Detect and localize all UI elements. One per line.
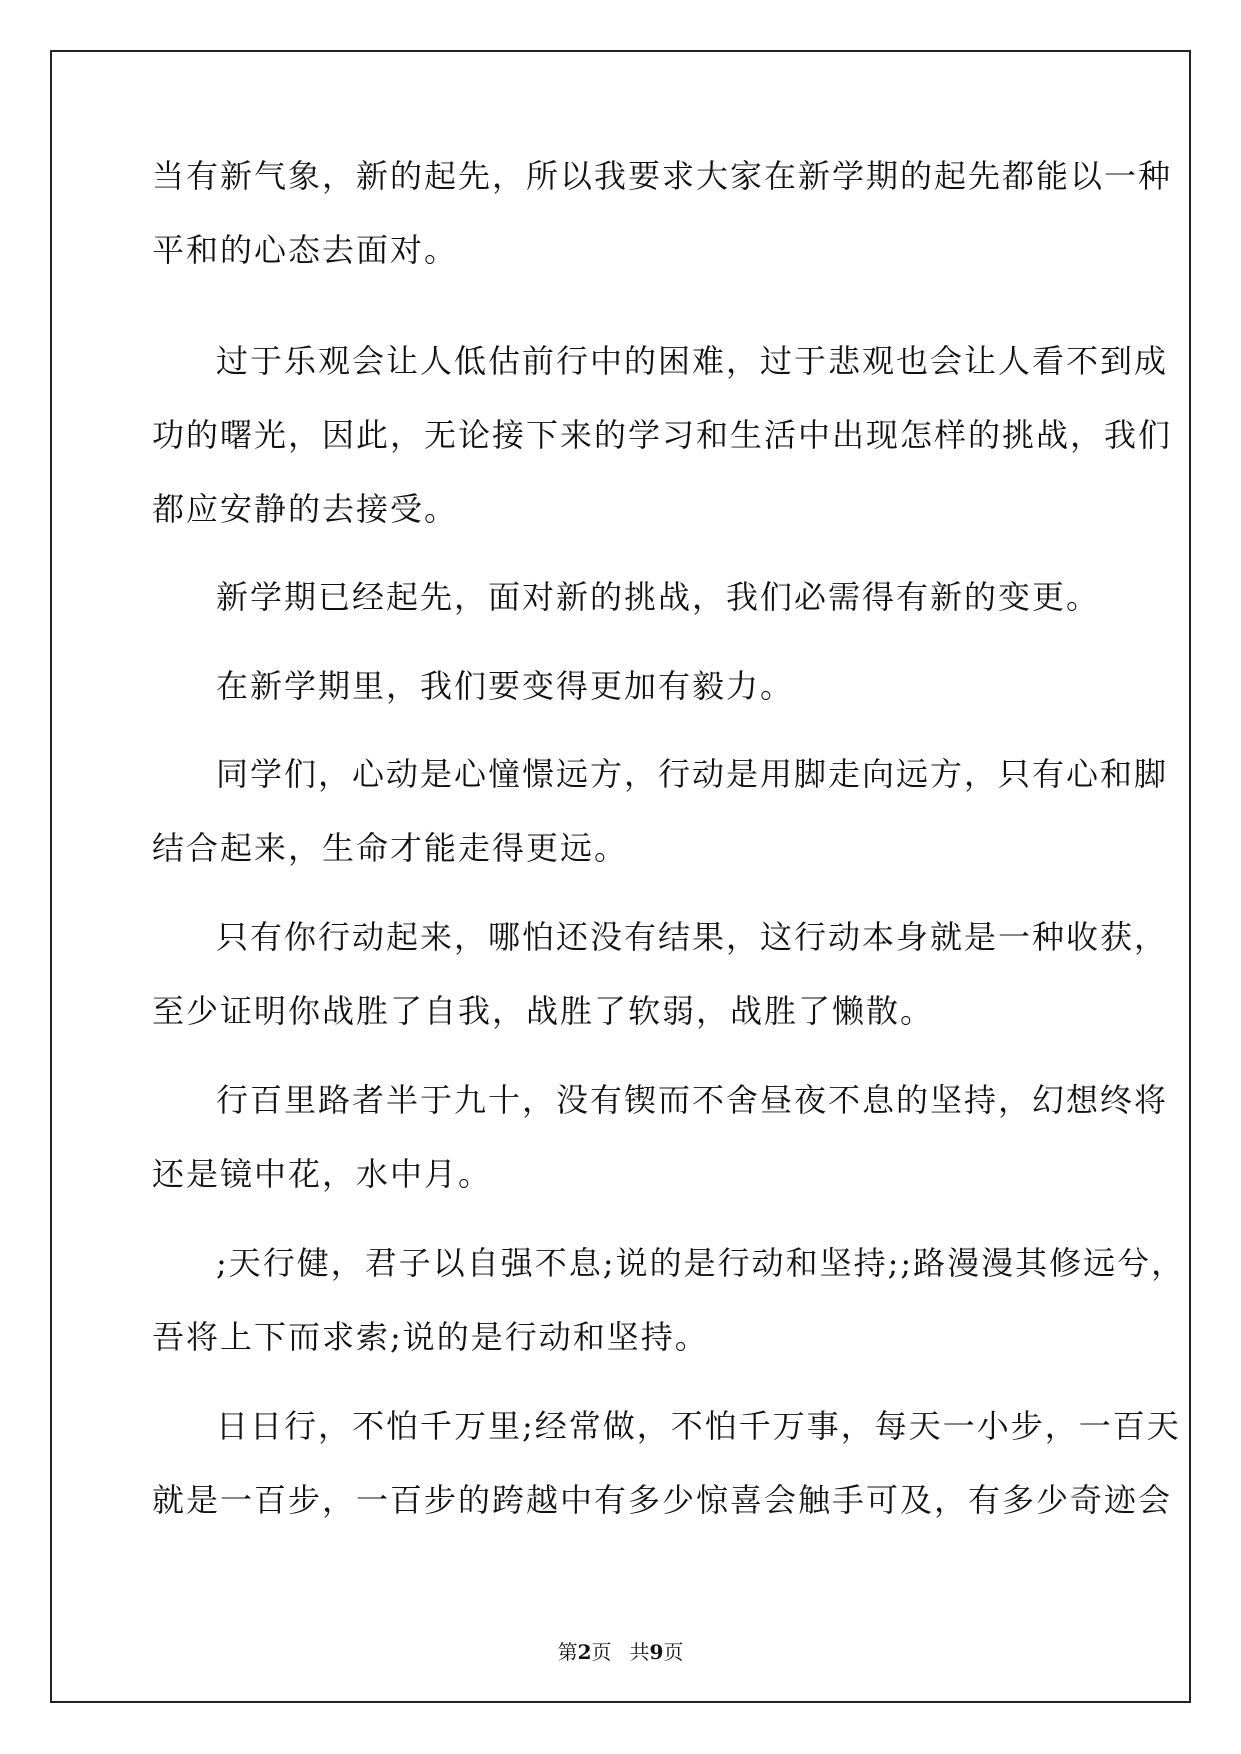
paragraph-line: 日日行，不怕千万里;经常做，不怕千万事，每天一小步，一百天 xyxy=(216,1407,1181,1445)
text-line: 就是一百步，一百步的跨越中有多少惊喜会触手可及，有多少奇迹会 xyxy=(152,1481,1173,1519)
paragraph-line: 行百里路者半于九十，没有锲而不舍昼夜不息的坚持，幻想终将 xyxy=(216,1081,1169,1119)
paragraph-line: 新学期已经起先，面对新的挑战，我们必需得有新的变更。 xyxy=(216,578,1101,616)
text-line: 当有新气象，新的起先，所以我要求大家在新学期的起先都能以一种 xyxy=(152,157,1173,195)
text-line: 还是镜中花，水中月。 xyxy=(152,1155,493,1193)
paragraph-line: 只有你行动起来，哪怕还没有结果，这行动本身就是一种收获， xyxy=(216,918,1169,956)
text-line: 功的曙光，因此，无论接下来的学习和生活中出现怎样的挑战，我们 xyxy=(152,416,1173,454)
page-suffix: 页 xyxy=(591,1640,612,1664)
current-page-number: 2 xyxy=(577,1640,592,1664)
paragraph-line: ;天行健，君子以自强不息;说的是行动和坚持;;路漫漫其修远兮， xyxy=(216,1244,1186,1282)
page-prefix: 第 xyxy=(557,1640,578,1664)
page-border xyxy=(50,50,1191,1703)
total-suffix: 页 xyxy=(663,1640,684,1664)
paragraph-line: 过于乐观会让人低估前行中的困难，过于悲观也会让人看不到成 xyxy=(216,342,1169,380)
text-line: 都应安静的去接受。 xyxy=(152,490,459,528)
total-pages-number: 9 xyxy=(649,1640,664,1664)
page-footer xyxy=(0,1640,1241,1664)
paragraph-line: 在新学期里，我们要变得更加有毅力。 xyxy=(216,667,795,705)
text-line: 吾将上下而求索;说的是行动和坚持。 xyxy=(152,1318,709,1356)
text-line: 至少证明你战胜了自我，战胜了软弱，战胜了懒散。 xyxy=(152,992,935,1030)
text-line: 结合起来，生命才能走得更远。 xyxy=(152,829,629,867)
total-prefix: 共 xyxy=(629,1640,650,1664)
paragraph-line: 同学们，心动是心憧憬远方，行动是用脚走向远方，只有心和脚 xyxy=(216,755,1169,793)
text-line: 平和的心态去面对。 xyxy=(152,231,459,269)
